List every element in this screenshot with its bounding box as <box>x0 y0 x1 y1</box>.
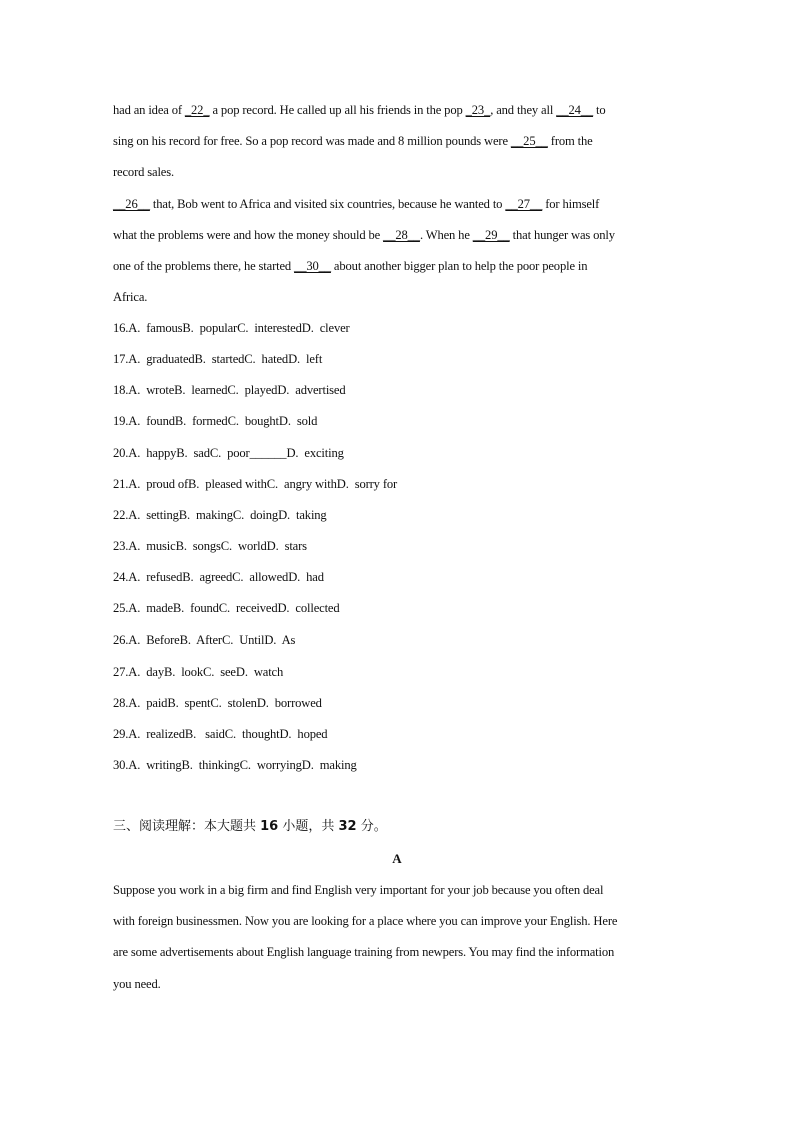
option-line-22: 22.A. settingB. makingC. doingD. taking <box>113 508 327 522</box>
passage-text: what the problems were and how the money should be <box>113 228 384 242</box>
heading-text: 分。 <box>356 819 387 834</box>
option-line-27: 27.A. dayB. lookC. seeD. watch <box>113 665 284 679</box>
blank-26: __26__ <box>113 197 150 211</box>
heading-text: 小题，共 <box>278 819 339 834</box>
option-line-24: 24.A. refusedB. agreedC. allowedD. had <box>113 570 324 584</box>
passage-line-2 <box>113 133 593 149</box>
option-line-29: 29.A. realizedB. saidC. thoughtD. hoped <box>113 727 328 741</box>
passage-line-1 <box>113 102 606 118</box>
reading-intro-line-4: you need. <box>113 977 161 991</box>
question-count: 16 <box>260 819 279 834</box>
passage-text: that hunger was only <box>509 228 615 242</box>
passage-line-6 <box>113 258 587 274</box>
blank-25: __25__ <box>510 134 548 148</box>
passage-text: had an idea of <box>113 103 185 117</box>
blank-28: __28__ <box>383 228 420 242</box>
option-line-26: 26.A. BeforeB. AfterC. UntilD. As <box>113 633 296 647</box>
option-line-20: 20.A. happyB. sadC. poor______D. exciting <box>113 446 344 460</box>
blank-23: _23_ <box>465 103 491 117</box>
blank-29: __29__ <box>472 228 510 242</box>
passage-text: one of the problems there, he started <box>113 259 295 273</box>
reading-intro-line-2: with foreign businessmen. Now you are looking for a place where you can improve your English. Here <box>113 914 618 928</box>
passage-line-5 <box>113 227 615 243</box>
option-line-21: 21.A. proud ofB. pleased withC. angry withD. sorry for <box>113 477 398 491</box>
reading-intro-line-1: Suppose you work in a big firm and find English very important for your job because you often deal <box>113 883 604 897</box>
section-score: 32 <box>338 819 357 834</box>
heading-text: 三、阅读理解：本大题共 <box>113 819 261 834</box>
option-line-23: 23.A. musicB. songsC. worldD. stars <box>113 539 307 553</box>
passage-text: , and they all <box>490 103 557 117</box>
section-heading <box>113 818 387 836</box>
option-line-30: 30.A. writingB. thinkingC. worryingD. making <box>113 758 357 772</box>
passage-text: . When he <box>419 228 473 242</box>
passage-text: a pop record. He called up all his friends in the pop <box>209 103 466 117</box>
option-line-19: 19.A. foundB. formedC. boughtD. sold <box>113 414 318 428</box>
option-line-28: 28.A. paidB. spentC. stolenD. borrowed <box>113 696 322 710</box>
passage-text: sing on his record for free. So a pop record was made and 8 million pounds were <box>113 134 511 148</box>
part-label: A <box>392 851 402 866</box>
passage-text: to <box>593 103 606 117</box>
option-line-18: 18.A. wroteB. learnedC. playedD. advertised <box>113 383 346 397</box>
passage-line-4 <box>113 196 599 212</box>
option-line-25: 25.A. madeB. foundC. receivedD. collected <box>113 601 340 615</box>
passage-text: for himself <box>542 197 600 211</box>
passage-text: record sales. <box>113 165 174 179</box>
passage-text: Africa. <box>113 290 148 304</box>
passage-text: about another bigger plan to help the poor people in <box>330 259 588 273</box>
passage-text: that, Bob went to Africa and visited six countries, because he wanted to <box>149 197 506 211</box>
passage-line-7 <box>113 289 147 305</box>
reading-intro-line-3: are some advertisements about English language training from newpers. You may find the information <box>113 945 615 959</box>
option-line-16: 16.A. famousB. popularC. interestedD. clever <box>113 321 350 335</box>
passage-line-3 <box>113 164 174 180</box>
blank-27: __27__ <box>505 197 543 211</box>
blank-24: __24__ <box>556 103 594 117</box>
passage-text: from the <box>547 134 593 148</box>
option-line-17: 17.A. graduatedB. startedC. hatedD. left <box>113 352 323 366</box>
blank-22: _22_ <box>184 103 210 117</box>
blank-30: __30__ <box>294 259 331 273</box>
